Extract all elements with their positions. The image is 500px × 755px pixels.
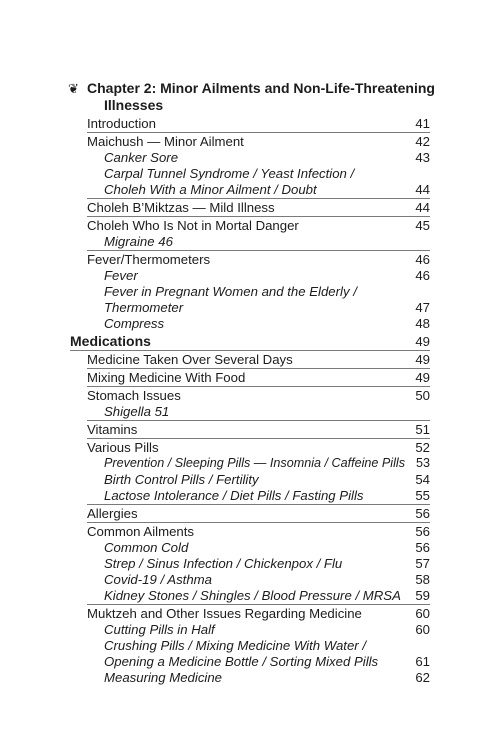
toc-entry: Allergies 56 <box>87 506 430 521</box>
toc-entry: Choleh Who Is Not in Mortal Danger 45 <box>87 218 430 233</box>
toc-entry: Choleh B’Miktzas — Mild Illness 44 <box>87 200 430 215</box>
toc-subentry: Fever 46 <box>104 268 430 283</box>
page-number: 62 <box>415 670 430 685</box>
page-number: 44 <box>415 182 430 197</box>
chapter-heading <box>0 80 500 97</box>
toc-subentry: Canker Sore 43 <box>104 150 430 165</box>
toc-entry: Maichush — Minor Ailment 42 <box>87 134 430 149</box>
chapter-title-line1: Chapter 2: Minor Ailments and Non-Life-Threatening <box>87 80 435 96</box>
page-number: 56 <box>415 506 430 521</box>
toc-subentry: Measuring Medicine 62 <box>104 670 430 685</box>
toc-subentry: Cutting Pills in Half 60 <box>104 622 430 637</box>
page-number: 49 <box>415 352 430 367</box>
page-number: 59 <box>415 588 430 603</box>
page-number: 49 <box>415 370 430 385</box>
toc-subentry: Fever in Pregnant Women and the Elderly / <box>104 284 357 299</box>
section-title: Medications <box>70 333 151 349</box>
page-number: 54 <box>415 472 430 487</box>
page-number: 49 <box>415 334 430 349</box>
toc-subentry: Shigella 51 <box>104 404 170 419</box>
page-number: 47 <box>415 300 430 315</box>
toc-subentry: Birth Control Pills / Fertility 54 <box>104 472 430 487</box>
toc-subentry: Covid-19 / Asthma 58 <box>104 572 430 587</box>
toc-subentry: Crushing Pills / Mixing Medicine With Water / <box>104 638 367 653</box>
toc-subentry: Kidney Stones / Shingles / Blood Pressure / MRSA 59 <box>104 588 430 603</box>
toc-entry: Vitamins 51 <box>87 422 430 437</box>
toc-subentry: Migraine 46 <box>104 234 173 249</box>
toc-entry: Fever/Thermometers 46 <box>87 252 430 267</box>
page-number: 45 <box>415 218 430 233</box>
page-number: 41 <box>415 116 430 131</box>
page-number: 53 <box>415 456 430 470</box>
toc-subentry: Thermometer 47 <box>104 300 430 315</box>
toc-subentry: Lactose Intolerance / Diet Pills / Fasting Pills 55 <box>104 488 430 503</box>
toc-subentry: Prevention / Sleeping Pills — Insomnia / Caffeine Pills 53 <box>104 456 430 470</box>
toc-subentry: Opening a Medicine Bottle / Sorting Mixed Pills 61 <box>104 654 430 669</box>
toc-subentry: Strep / Sinus Infection / Chickenpox / Flu 57 <box>104 556 430 571</box>
page-number: 56 <box>415 540 430 555</box>
page-number: 48 <box>415 316 430 331</box>
toc-subentry: Carpal Tunnel Syndrome / Yeast Infection / <box>104 166 355 181</box>
page-number: 55 <box>415 488 430 503</box>
page-number: 43 <box>415 150 430 165</box>
toc-entry: Common Ailments 56 <box>87 524 430 539</box>
page-number: 51 <box>415 422 430 437</box>
toc-subentry: Common Cold 56 <box>104 540 430 555</box>
page-number: 44 <box>415 200 430 215</box>
page-number: 46 <box>415 252 430 267</box>
chapter-title-line2: Illnesses <box>104 97 164 113</box>
fleuron-icon: ❦ <box>68 81 79 96</box>
toc-entry: Stomach Issues 50 <box>87 388 430 403</box>
toc-entry: Various Pills 52 <box>87 440 430 455</box>
page-number: 52 <box>415 440 430 455</box>
page-number: 56 <box>415 524 430 539</box>
page-number: 58 <box>415 572 430 587</box>
page-number: 60 <box>415 622 430 637</box>
section-heading <box>0 333 500 350</box>
page-number: 57 <box>415 556 430 571</box>
toc-subentry: Choleh With a Minor Ailment / Doubt 44 <box>104 182 430 197</box>
toc-entry: Mixing Medicine With Food 49 <box>87 370 430 385</box>
toc-subentry: Compress 48 <box>104 316 430 331</box>
toc-entry: Introduction 41 <box>87 116 430 131</box>
toc-entry: Muktzeh and Other Issues Regarding Medicine 60 <box>87 606 430 621</box>
page-number: 61 <box>415 654 430 669</box>
page-number: 46 <box>415 268 430 283</box>
toc-entry: Medicine Taken Over Several Days 49 <box>87 352 430 367</box>
page-number: 50 <box>415 388 430 403</box>
page-number: 42 <box>415 134 430 149</box>
page-number: 60 <box>415 606 430 621</box>
chapter-heading-cont <box>0 97 500 114</box>
